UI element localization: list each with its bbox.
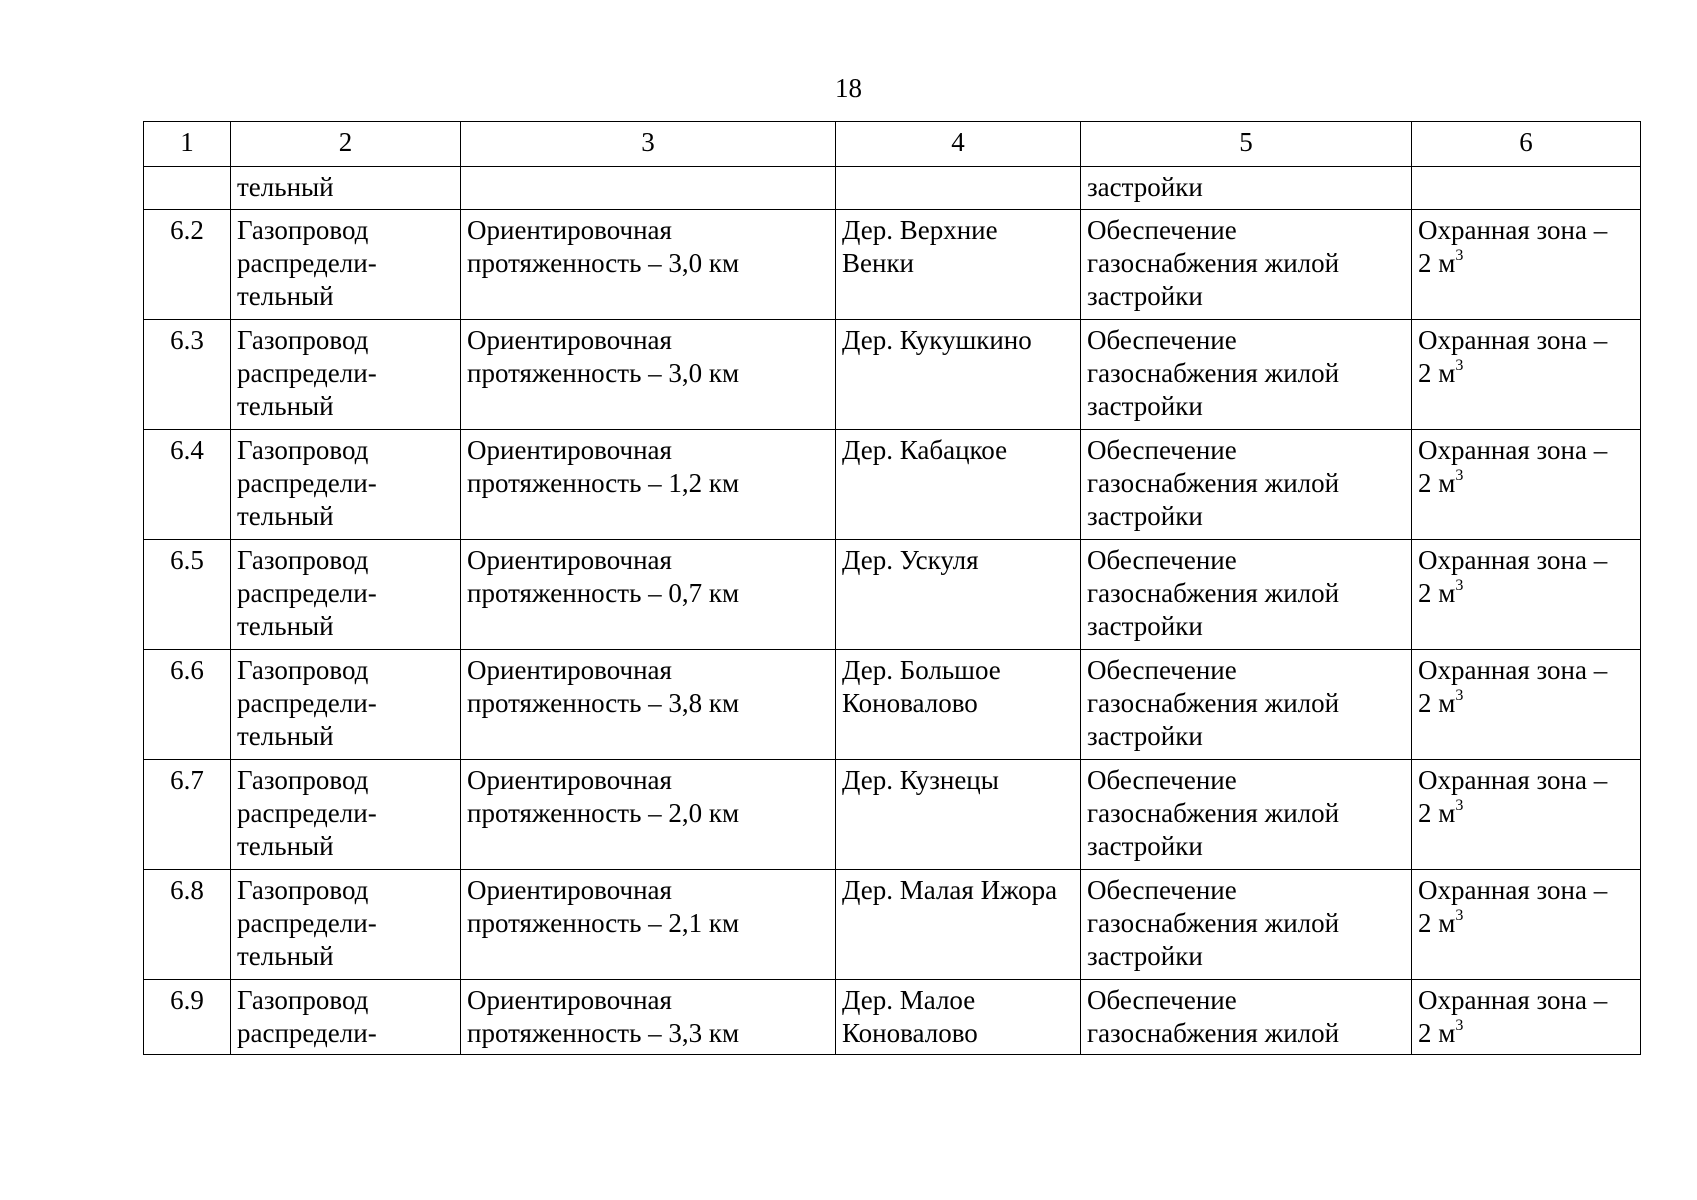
length-line: Ориентировочная: [467, 875, 672, 905]
purpose-line: газоснабжения жилой: [1087, 1018, 1340, 1048]
location-line: Дер. Большое: [842, 655, 1001, 685]
row-number-cell: 6.4: [144, 430, 231, 540]
purpose-line: газоснабжения жилой: [1087, 578, 1340, 608]
protection-zone-cell: [1412, 210, 1641, 320]
protection-zone-label: Охранная зона –: [1418, 655, 1608, 685]
protection-zone-value: 2 м: [1418, 358, 1456, 388]
object-name-cell: [231, 760, 461, 870]
object-name-line: Газопровод: [237, 655, 369, 685]
purpose-line: газоснабжения жилой: [1087, 468, 1340, 498]
location-line: Дер. Малая Ижора: [842, 875, 1058, 905]
column-number-1: 1: [144, 122, 231, 167]
length-cell: [461, 430, 836, 540]
length-cell: [461, 760, 836, 870]
object-name-line: Газопровод: [237, 875, 369, 905]
table-row: [144, 870, 1641, 980]
object-name-line: тельный: [237, 941, 334, 971]
length-cell: [461, 320, 836, 430]
purpose-cell: [1081, 760, 1412, 870]
protection-zone-label: Охранная зона –: [1418, 765, 1608, 795]
row-number-cell: 6.6: [144, 650, 231, 760]
object-name-cell: [231, 320, 461, 430]
cont-purpose-cell: [1081, 167, 1412, 210]
location-line: Дер. Малое: [842, 985, 976, 1015]
location-cell: [836, 430, 1081, 540]
protection-zone-cell: [1412, 430, 1641, 540]
cont-location-cell: [836, 167, 1081, 210]
location-cell: [836, 210, 1081, 320]
object-name-line: распредели-: [237, 358, 377, 388]
object-name-line: распредели-: [237, 688, 377, 718]
page-number: 18: [835, 73, 862, 103]
length-line: протяженность – 0,7 км: [467, 578, 740, 608]
object-name-line: распредели-: [237, 798, 377, 828]
table-row: [144, 210, 1641, 320]
column-number-4: 4: [836, 122, 1081, 167]
purpose-cell: [1081, 870, 1412, 980]
protection-zone-cell: [1412, 540, 1641, 650]
row-number-cell: 6.5: [144, 540, 231, 650]
row-number-cell: 6.7: [144, 760, 231, 870]
object-name-line: тельный: [237, 281, 334, 311]
purpose-cell: [1081, 210, 1412, 320]
protection-zone-unit-exponent: 3: [1455, 687, 1464, 704]
purpose-line: Обеспечение: [1087, 985, 1237, 1015]
object-name-cell: [231, 650, 461, 760]
object-name-line: распредели-: [237, 578, 377, 608]
purpose-line: застройки: [1087, 501, 1203, 531]
column-number-2: 2: [231, 122, 461, 167]
row-number-cell: 6.2: [144, 210, 231, 320]
cont-length-cell: [461, 167, 836, 210]
row-number-cell: 6.8: [144, 870, 231, 980]
protection-zone-unit-exponent: 3: [1455, 467, 1464, 484]
protection-zone-unit-exponent: 3: [1455, 357, 1464, 374]
protection-zone-unit-exponent: 3: [1455, 797, 1464, 814]
length-cell: [461, 650, 836, 760]
object-name-line: Газопровод: [237, 545, 369, 575]
protection-zone-cell: [1412, 760, 1641, 870]
object-name-cell: [231, 430, 461, 540]
length-cell: [461, 210, 836, 320]
protection-zone-unit-exponent: 3: [1455, 1017, 1464, 1034]
purpose-line: Обеспечение: [1087, 545, 1237, 575]
object-name-line: распредели-: [237, 248, 377, 278]
table-row: [144, 430, 1641, 540]
length-line: протяженность – 2,0 км: [467, 798, 740, 828]
length-line: Ориентировочная: [467, 655, 672, 685]
row-number-cell: 6.9: [144, 980, 231, 1055]
protection-zone-value-line: [1418, 687, 1634, 720]
location-line: Дер. Верхние: [842, 215, 998, 245]
table-row: [144, 650, 1641, 760]
length-line: протяженность – 3,8 км: [467, 688, 740, 718]
object-name-line: Газопровод: [237, 985, 369, 1015]
protection-zone-unit-exponent: 3: [1455, 577, 1464, 594]
purpose-line: Обеспечение: [1087, 875, 1237, 905]
location-line: Венки: [842, 248, 915, 278]
location-line: Дер. Кукушкино: [842, 325, 1032, 355]
protection-zone-value: 2 м: [1418, 468, 1456, 498]
location-line: Коновалово: [842, 688, 978, 718]
purpose-cell: [1081, 540, 1412, 650]
protection-zone-value-line: [1418, 1017, 1634, 1050]
protection-zone-value-line: [1418, 247, 1634, 280]
protection-zone-label: Охранная зона –: [1418, 215, 1608, 245]
table-row: [144, 980, 1641, 1055]
protection-zone-label: Охранная зона –: [1418, 545, 1608, 575]
purpose-line: застройки: [1087, 281, 1203, 311]
column-number-header-row: [144, 122, 1641, 167]
protection-zone-value: 2 м: [1418, 798, 1456, 828]
object-name-cell: [231, 210, 461, 320]
purpose-line: газоснабжения жилой: [1087, 908, 1340, 938]
length-line: Ориентировочная: [467, 325, 672, 355]
purpose-line: застройки: [1087, 831, 1203, 861]
location-cell: [836, 540, 1081, 650]
purpose-line: Обеспечение: [1087, 655, 1237, 685]
object-name-cell: [231, 540, 461, 650]
object-name-line: тельный: [237, 501, 334, 531]
protection-zone-label: Охранная зона –: [1418, 435, 1608, 465]
object-name-cell: [231, 980, 461, 1055]
purpose-line: застройки: [1087, 721, 1203, 751]
length-line: Ориентировочная: [467, 765, 672, 795]
purpose-line: газоснабжения жилой: [1087, 798, 1340, 828]
purpose-line: застройки: [1087, 941, 1203, 971]
protection-zone-label: Охранная зона –: [1418, 875, 1608, 905]
location-line: Дер. Кабацкое: [842, 435, 1008, 465]
row-number-cell: 6.3: [144, 320, 231, 430]
column-number-5: 5: [1081, 122, 1412, 167]
table-row: [144, 540, 1641, 650]
location-cell: [836, 320, 1081, 430]
protection-zone-unit-exponent: 3: [1455, 247, 1464, 264]
column-number-3: 3: [461, 122, 836, 167]
location-line: Дер. Ускуля: [842, 545, 979, 575]
continuation-row: [144, 167, 1641, 210]
length-line: Ориентировочная: [467, 215, 672, 245]
protection-zone-value-line: [1418, 467, 1634, 500]
protection-zone-label: Охранная зона –: [1418, 325, 1608, 355]
object-name-line: тельный: [237, 611, 334, 641]
protection-zone-value-line: [1418, 577, 1634, 610]
protection-zone-value-line: [1418, 797, 1634, 830]
table-row: [144, 760, 1641, 870]
cont-zone-cell: [1412, 167, 1641, 210]
cont-num-cell: [144, 167, 231, 210]
length-cell: [461, 870, 836, 980]
length-line: протяженность – 3,3 км: [467, 1018, 740, 1048]
gas-pipeline-table: [143, 121, 1641, 1055]
object-name-line: Газопровод: [237, 215, 369, 245]
length-cell: [461, 980, 836, 1055]
protection-zone-value: 2 м: [1418, 248, 1456, 278]
object-name-line: Газопровод: [237, 325, 369, 355]
length-line: протяженность – 3,0 км: [467, 358, 740, 388]
location-line: Дер. Кузнецы: [842, 765, 999, 795]
column-number-6: 6: [1412, 122, 1641, 167]
location-cell: [836, 650, 1081, 760]
object-name-line: Газопровод: [237, 765, 369, 795]
purpose-line: Обеспечение: [1087, 325, 1237, 355]
length-line: Ориентировочная: [467, 435, 672, 465]
protection-zone-value-line: [1418, 357, 1634, 390]
protection-zone-cell: [1412, 320, 1641, 430]
protection-zone-cell: [1412, 650, 1641, 760]
protection-zone-value-line: [1418, 907, 1634, 940]
length-line: протяженность – 2,1 км: [467, 908, 740, 938]
purpose-line: газоснабжения жилой: [1087, 248, 1340, 278]
table-row: [144, 320, 1641, 430]
location-cell: [836, 760, 1081, 870]
cont-purpose-line: застройки: [1087, 172, 1203, 202]
protection-zone-value: 2 м: [1418, 688, 1456, 718]
purpose-cell: [1081, 430, 1412, 540]
purpose-line: Обеспечение: [1087, 765, 1237, 795]
protection-zone-cell: [1412, 870, 1641, 980]
purpose-cell: [1081, 980, 1412, 1055]
purpose-line: Обеспечение: [1087, 215, 1237, 245]
purpose-line: газоснабжения жилой: [1087, 358, 1340, 388]
location-cell: [836, 870, 1081, 980]
object-name-line: распредели-: [237, 1018, 377, 1048]
length-line: Ориентировочная: [467, 545, 672, 575]
length-cell: [461, 540, 836, 650]
location-cell: [836, 980, 1081, 1055]
purpose-line: застройки: [1087, 391, 1203, 421]
cont-name-line: тельный: [237, 172, 334, 202]
length-line: протяженность – 1,2 км: [467, 468, 740, 498]
purpose-line: застройки: [1087, 611, 1203, 641]
object-name-line: распредели-: [237, 468, 377, 498]
purpose-line: Обеспечение: [1087, 435, 1237, 465]
purpose-cell: [1081, 650, 1412, 760]
protection-zone-unit-exponent: 3: [1455, 907, 1464, 924]
object-name-line: тельный: [237, 391, 334, 421]
cont-name-cell: [231, 167, 461, 210]
protection-zone-value: 2 м: [1418, 908, 1456, 938]
object-name-line: тельный: [237, 831, 334, 861]
purpose-line: газоснабжения жилой: [1087, 688, 1340, 718]
object-name-line: Газопровод: [237, 435, 369, 465]
protection-zone-label: Охранная зона –: [1418, 985, 1608, 1015]
object-name-line: тельный: [237, 721, 334, 751]
location-line: Коновалово: [842, 1018, 978, 1048]
object-name-line: распредели-: [237, 908, 377, 938]
protection-zone-cell: [1412, 980, 1641, 1055]
purpose-cell: [1081, 320, 1412, 430]
protection-zone-value: 2 м: [1418, 578, 1456, 608]
protection-zone-value: 2 м: [1418, 1018, 1456, 1048]
length-line: протяженность – 3,0 км: [467, 248, 740, 278]
object-name-cell: [231, 870, 461, 980]
length-line: Ориентировочная: [467, 985, 672, 1015]
